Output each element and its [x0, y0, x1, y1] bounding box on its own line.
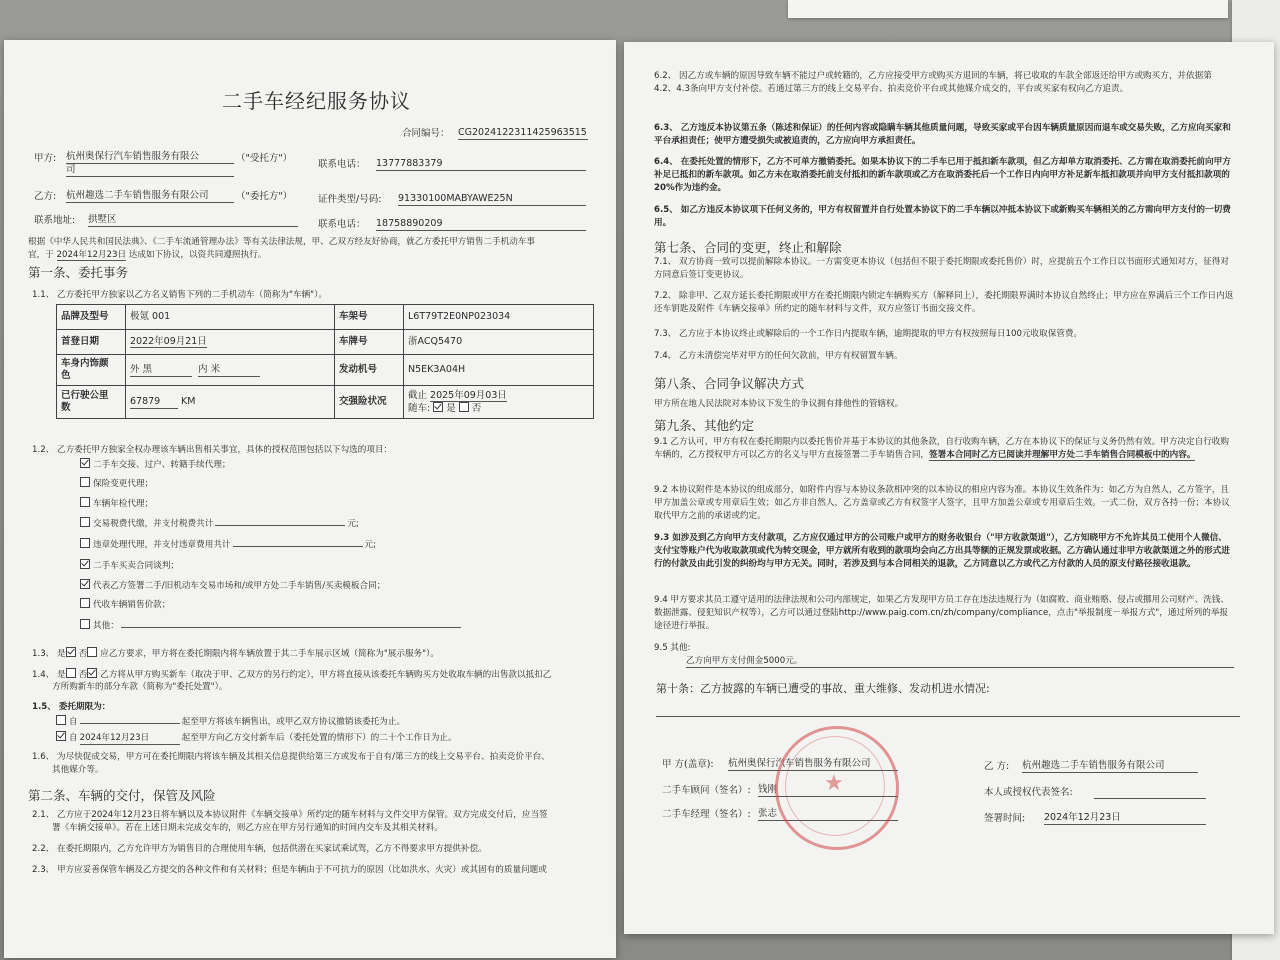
- auth-item: [80, 477, 153, 490]
- display-no-checkbox[interactable]: [87, 647, 97, 657]
- term-2-text: 起至甲方向乙方交付新车后（委托处置的情形下）的二十个工作日为止。: [181, 733, 457, 743]
- vin-value: L6T79T2E0NP023034: [404, 305, 594, 330]
- party-b-phone-label: 联系电话：: [318, 219, 366, 230]
- address: 拱墅区: [88, 213, 298, 227]
- mileage-cell: [126, 386, 335, 419]
- color-label: [57, 355, 126, 386]
- color-cell: [126, 355, 335, 386]
- delivery-date: 2024年12月23日: [91, 810, 161, 820]
- clause-9-5-value: 乙方向甲方支付佣金5000元。: [686, 655, 1234, 668]
- clause-1-5: 1.5、 委托期限为：: [32, 702, 111, 712]
- clause-number: 1.4、: [32, 670, 55, 680]
- term-option-1: [56, 715, 405, 728]
- clause-2-1-cont: 署《车辆交接单》。若在上述日期未完成交车的，则乙方应在甲方另行通知的时间内交车及其相关材料。: [52, 823, 444, 833]
- auth-label: 交易税费代缴，并支付税费共计: [93, 519, 214, 529]
- color-label-line-1: 车身内饰颜: [61, 358, 109, 369]
- auth-checkbox[interactable]: [80, 598, 90, 608]
- party-a-role: （"受托方"）: [236, 153, 293, 164]
- auth-label: 其他：: [93, 621, 119, 631]
- party-b-seal-name: 杭州趣选二手车销售服务有限公司: [1022, 759, 1198, 773]
- clause-2-3: 2.3、 甲方应妥善保管车辆及乙方提交的各种文件和有关材料；但是车辆由于不可抗力的原因（比如洪水、火灾）或其固有的质量问题或: [32, 865, 547, 875]
- clause-9-2: 9.2 本协议附件是本协议的组成部分，如附件内容与本协议条款相冲突的以本协议的相应内容为准。本协议生效条件为：如乙方为自然人，乙方签字，且甲方加盖公章或专用章后生效；如乙方非自然人，乙方盖章或乙方有权签字人签字，且甲方加盖公章或专用章后生效。一式二份，双方各持一份；本协议取代甲方之前的承诺或约定。: [654, 485, 1230, 521]
- auth-item: [80, 458, 231, 471]
- engine-label: 发动机号: [335, 355, 404, 386]
- with-car-no: 否: [471, 402, 482, 414]
- clause-7-4: 7.4、 乙方未清偿完毕对甲方的任何欠款前，甲方有权留置车辆。: [654, 351, 903, 361]
- no-label: 否: [78, 670, 88, 680]
- contract-page-right: [624, 42, 1274, 934]
- clause-6-3: 6.3、 乙方违反本协议第五条（陈述和保证）的任何内容或隐瞒车辆其他质量问题，导致买家或平台因车辆质量原因而退车或交易失败，乙方应向买家和平台承担责任；使甲方遭受损失或被追责的，乙方应向甲方承担责任。: [654, 123, 1231, 146]
- yes-label: 是: [57, 670, 66, 680]
- auth-item: [80, 579, 385, 592]
- auth-item: [80, 598, 170, 611]
- clause-1-3: [32, 647, 439, 660]
- contract-page-left: [4, 40, 616, 958]
- advisor-label: 二手车顾问（签名）:: [662, 785, 751, 796]
- yuan-unit: 元;: [347, 519, 359, 529]
- preamble-suffix: 达成如下协议，以资共同遵照执行。: [128, 250, 267, 260]
- article-2-title: 第二条、车辆的交付，保管及风险: [28, 788, 216, 803]
- yes-label: 是: [57, 649, 66, 659]
- table-row: [57, 305, 594, 330]
- clause-1-6: 1.6、 为尽快促成交易，甲方可在委托期限内将该车辆及其相关信息提供给第三方或发布于自有/第三方的线上交易平台、拍卖竞价平台、: [32, 752, 550, 762]
- party-a-seal-name: 杭州奥保行汽车销售服务有限公司: [728, 757, 898, 771]
- with-car-label: 随车:: [408, 402, 431, 414]
- background-paper-top: [788, 0, 1228, 18]
- clause-9-1-text: 9.1 乙方认可，甲方有权在委托期限内以委托售价并基于本协议的其他条款，自行收购车辆，乙方在本协议下的保证与义务仍然有效。甲方决定自行收购车辆的，乙方授权甲方可以乙方的名义与甲方直接签署二手车销售合同，: [654, 437, 1229, 460]
- auth-checkbox[interactable]: [80, 559, 90, 569]
- clause-6-5: 6.5、 如乙方违反本协议项下任何义务的，甲方有权留置并自行处置本协议下的二手车辆以冲抵本协议下或新购买车辆相关的乙方需向甲方支付的一切费用。: [654, 205, 1231, 228]
- violation-amount: [233, 546, 363, 547]
- table-row: [57, 386, 594, 419]
- auth-checkbox[interactable]: [80, 538, 90, 548]
- term-1-text: 起至甲方将该车辆售出，或甲乙双方协议撤销该委托为止。: [181, 717, 406, 727]
- auth-label: 二手车买卖合同谈判；: [93, 561, 179, 571]
- term-option-2: [56, 731, 457, 745]
- clause-9-3: 9.3 如涉及到乙方向甲方支付款项，乙方应仅通过甲方的公司账户或甲方的财务收银台（"甲方收款渠道"），乙方知晓甲方不允许其员工使用个人微信、支付宝等账户代为收取款项或代为转交现金，甲方就所有收到的款项均会向乙方出具等额的正规发票或收据。乙方确认通过非甲方收款渠道之外的形式进行的付款及由此引发的纠纷均与甲方无关。同时，若涉及到与本合同相关的退款，乙方同意以乙方或代乙方付款的人员的原支付路径接收退款。: [654, 533, 1230, 569]
- sign-time-label: 签署时间:: [984, 813, 1026, 824]
- insurance-cell: [404, 386, 594, 419]
- auth-checkbox[interactable]: [80, 579, 90, 589]
- brand-label: 品牌及型号: [57, 305, 126, 330]
- clause-9-5-label: 9.5 其他:: [654, 643, 691, 653]
- other-field: [121, 627, 461, 628]
- address-label: 联系地址:: [34, 215, 76, 226]
- contract-number-label: 合同编号：: [402, 128, 450, 139]
- yuan-unit: 元;: [364, 540, 377, 550]
- with-car-no-checkbox[interactable]: [459, 402, 469, 412]
- no-label: 否: [78, 649, 88, 659]
- preamble-line-1: 根据《中华人民共和国民法典》、《二手车流通管理办法》等有关法律法规，甲、乙双方经友好协商，就乙方委托甲方销售二手机动车事: [28, 237, 536, 247]
- auth-label: 二手车交接、过户、转籍手续代理；: [93, 460, 231, 470]
- color-label-line-2: 色: [61, 370, 71, 381]
- party-a-name: 杭州奥保行汽车销售服务有限公: [66, 150, 234, 164]
- contract-number: CG2024122311425963515: [458, 127, 587, 138]
- article-10-title: 第十条：乙方披露的车辆已遭受的事故、重大维修、发动机进水情况:: [656, 682, 990, 695]
- auth-label: 代表乙方签署二手/旧机动车交易市场和/或甲方处二手车销售/买卖模板合同；: [93, 581, 386, 591]
- table-row: [57, 330, 594, 355]
- registration-cell: [126, 330, 335, 355]
- plate-value: 浙ACQ5470: [404, 330, 594, 355]
- auth-checkbox[interactable]: [80, 497, 90, 507]
- clause-1-1: 1.1、 乙方委托甲方独家以乙方名义销售下列的二手机动车（简称为"车辆"）。: [32, 290, 328, 300]
- auth-item: [80, 538, 376, 551]
- from-label: 自: [69, 733, 78, 743]
- registration-label: 首登日期: [57, 330, 126, 355]
- article-1-title: 第一条、委托事务: [28, 265, 129, 280]
- with-car-yes: 是: [446, 402, 456, 414]
- manager-signature: 张志: [758, 807, 898, 821]
- clause-7-2: 7.2、 除非甲、乙双方延长委托期限或甲方在委托期限内锁定车辆购买方（解释同上），委托期限界满时本协议自然终止；甲方应在界满后三个工作日内返还车钥匙及附件《车辆交接单》所约定的随车材料与文件，双方应签订书面交接文件。: [654, 291, 1234, 314]
- mileage-label: [57, 386, 126, 419]
- party-b-id: 91330100MABYAWE25N: [398, 192, 586, 206]
- dispose-no-checkbox[interactable]: [87, 668, 97, 678]
- auth-label: 保险变更代理；: [93, 479, 154, 489]
- clause-6-2: 6.2、 因乙方或车辆的原因导致车辆不能过户或转籍的，乙方应接受甲方或购买方退回的车辆，将已收取的车款全部返还给甲方或购买方，并依据第4.2、4.3条向甲方支付补偿。若通过第三方的线上交易平台、拍卖竞价平台或其他媒介成交的，平台或买家有权向乙方追责。: [654, 71, 1212, 94]
- dispose-yes-checkbox[interactable]: [66, 668, 76, 678]
- with-car-yes-checkbox[interactable]: [433, 402, 443, 412]
- manager-label: 二手车经理（签名）:: [662, 809, 751, 820]
- representative-signature: [1094, 798, 1206, 799]
- clause-number: 1.3、: [32, 649, 55, 659]
- auth-checkbox[interactable]: [80, 517, 90, 527]
- auth-item: [80, 517, 359, 530]
- company-seal-stamp: [775, 726, 899, 850]
- exterior-color: 外 黑: [130, 364, 192, 377]
- insurance-label: 交强险状况: [335, 386, 404, 419]
- auth-item: [80, 559, 179, 572]
- preamble-line-2: [28, 249, 266, 261]
- tax-amount: [215, 525, 345, 526]
- vin-label: 车架号: [335, 305, 404, 330]
- party-b-phone: 18758890209: [376, 217, 586, 231]
- vehicle-info-table: [56, 304, 594, 419]
- party-b-seal-label: 乙 方:: [984, 761, 1010, 772]
- auth-item: [80, 497, 153, 510]
- clause-1-4-cont: 方所购新车的部分车款（简称为"委托处置"）。: [52, 682, 228, 692]
- clause-9-1-emphasis: 签署本合同时乙方已阅读并理解甲方处二手车销售合同模板中的内容。: [929, 450, 1196, 460]
- interior-color: 内 米: [198, 364, 260, 377]
- auth-item: [80, 619, 461, 632]
- party-b-role: （"委托方"）: [236, 191, 293, 202]
- party-a-label: 甲方:: [34, 153, 57, 164]
- party-b-id-label: 证件类型/号码:: [318, 194, 382, 205]
- auth-checkbox[interactable]: [80, 619, 90, 629]
- plate-label: 车牌号: [335, 330, 404, 355]
- clause-9-1: [654, 436, 1234, 462]
- clause-text: 乙方将从甲方购买新车（取决于甲、乙双方的另行约定），甲方将直接从该委托车辆购买方处收取车辆的出售款以抵扣乙: [100, 670, 552, 680]
- clause-6-4: 6.4、 在委托处置的情形下，乙方不可单方撤销委托。如果本协议下的二手车已用于抵扣新车款项，但乙方却单方取消委托、乙方需在取消委托前向甲方补足已抵扣的新车款项。如乙方未在取消委托前支付抵扣的新车款项或乙方在取消委托后一个工作日内向甲方补足新车抵扣款项并向甲方支付抵扣款项的20%作为违约金。: [654, 157, 1231, 193]
- clause-2-1: [32, 809, 548, 821]
- preamble-date: 2024年12月23日: [56, 250, 127, 260]
- clause-9-4: 9.4 甲方要求其员工遵守适用的法律法规和公司内部规定，如果乙方发现甲方员工存在违法违规行为（如腐败、商业贿赂、侵占或挪用公司财产、洗钱、数据泄露、侵犯知识产权等），乙方可以通过登陆http://www.paig.com.cn/zh/company/compliance，点击"举报制度－举报方式"，通过所列的举报途径进行举报。: [654, 595, 1229, 631]
- mileage-unit: KM: [181, 395, 196, 407]
- auth-label: 车辆年检代理；: [93, 499, 154, 509]
- auth-checkbox[interactable]: [80, 458, 90, 468]
- engine-value: N5EK3A04H: [404, 355, 594, 386]
- registration-date: 2022年09月21日: [130, 336, 207, 347]
- party-a-name-cont: 司: [66, 163, 234, 177]
- party-b-name: 杭州趣选二手车销售服务有限公司: [66, 189, 234, 203]
- insurance-date: 2025年09月03日: [430, 389, 507, 401]
- clause-7-3: 7.3、 乙方应于本协议终止或解除后的一个工作日内提取车辆，逾期提取的甲方有权按照每日100元收取保管费。: [654, 329, 1083, 339]
- display-yes-checkbox[interactable]: [66, 647, 76, 657]
- clause-text: 应乙方要求，甲方将在委托期限内将车辆放置于其二手车展示区域（简称为"展示服务"）。: [100, 649, 439, 659]
- clause-8: 甲方所在地人民法院对本协议下发生的争议拥有排他性的管辖权。: [654, 399, 904, 409]
- clause-text: 将车辆以及本协议附件《车辆交接单》所约定的随车材料与文件交甲方保管。双方完成交付后，应当签: [160, 810, 548, 820]
- seal-star-icon: ★: [824, 771, 844, 796]
- clause-1-2: 1.2、 乙方委托甲方独家全权办理该车辆出售相关事宜，具体的授权范围包括以下勾选的项目：: [32, 445, 393, 455]
- mileage-value: 67879: [130, 396, 178, 409]
- brand-value: 极氪 001: [126, 305, 335, 330]
- auth-label: 违章处理代理，并支付违章费用共计: [93, 540, 231, 550]
- from-label: 自: [69, 717, 78, 727]
- term-1-checkbox[interactable]: [56, 715, 66, 725]
- auth-checkbox[interactable]: [80, 477, 90, 487]
- clause-7-1: 7.1、 双方协商一致可以提前解除本协议。一方需变更本协议（包括但不限于委托期限或委托售价）时，应提前五个工作日以书面形式通知对方，征得对方同意后签订变更协议。: [654, 257, 1229, 280]
- mileage-label-line-2: 数: [61, 402, 71, 413]
- mileage-label-line-1: 已行驶公里: [61, 390, 109, 401]
- article-9-title: 第九条、其他约定: [654, 418, 755, 433]
- article-10-line: [656, 716, 1240, 717]
- party-a-seal-label: 甲 方(盖章):: [662, 759, 714, 770]
- article-8-title: 第八条、合同争议解决方式: [654, 376, 805, 391]
- document-title: 二手车经纪服务协议: [222, 89, 411, 113]
- auth-label: 代收车辆销售价款；: [93, 600, 171, 610]
- clause-prefix: 2.1、 乙方应于: [32, 810, 92, 820]
- party-a-phone-label: 联系电话：: [318, 159, 366, 170]
- party-a-phone: 13777883379: [376, 157, 586, 171]
- article-7-title: 第七条、合同的变更，终止和解除: [654, 240, 842, 255]
- clause-1-4: [32, 668, 551, 681]
- term-1-date: [80, 723, 180, 724]
- party-b-label: 乙方:: [34, 191, 57, 202]
- sign-time: 2024年12月23日: [1044, 811, 1206, 825]
- clause-1-6-cont: 其他媒介等。: [52, 765, 104, 775]
- table-row: [57, 355, 594, 386]
- insurance-prefix: 截止: [408, 389, 428, 401]
- representative-label: 本人或授权代表签名:: [984, 787, 1073, 798]
- term-2-date: 2024年12月23日: [80, 732, 180, 745]
- clause-2-2: 2.2、 在委托期限内，乙方允许甲方为销售目的合理使用车辆，包括供潜在买家试乘试驾，乙方不得要求甲方提供补偿。: [32, 844, 487, 854]
- advisor-signature: 钱刚: [758, 783, 898, 797]
- term-2-checkbox[interactable]: [56, 731, 66, 741]
- preamble-prefix: 宜，于: [28, 250, 54, 260]
